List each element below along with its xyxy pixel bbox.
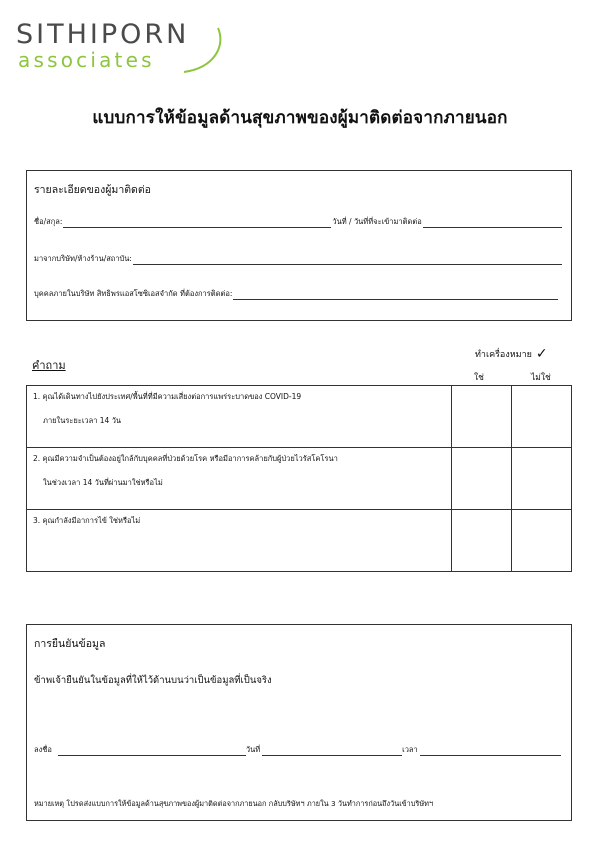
contact-person-row: [34, 288, 559, 300]
question-3-yes-cell[interactable]: [451, 510, 511, 572]
no-column-header: ไม่ใช่: [531, 373, 551, 383]
sign-date-field[interactable]: [262, 746, 402, 756]
page-title: แบบการให้ข้อมูลด้านสุขภาพของผู้มาติดต่อจากภายนอก: [92, 108, 508, 128]
sign-date-label: วันที่: [245, 745, 261, 754]
confirmation-box: [26, 624, 572, 821]
yes-column-header: ใช่: [474, 373, 484, 383]
question-text: [27, 386, 452, 448]
question-row: [27, 386, 572, 448]
question-2-yes-cell[interactable]: [451, 448, 511, 510]
company-label: มาจากบริษัท/ห้างร้าน/สถาบัน:: [34, 254, 132, 263]
question-2-line1: 2. คุณมีความจำเป็นต้องอยู่ใกล้กับบุคคลที่ป่วยด้วยโรค หรือมีอาการคล้ายกับผู้ป่วยไวรัสโคโรนา: [33, 454, 338, 463]
question-text: [27, 510, 452, 572]
sign-time-label: เวลา: [402, 745, 418, 754]
question-1-line1: 1. คุณได้เดินทางไปยังประเทศ/พื้นที่ที่มีความเสี่ยงต่อการแพร่ระบาดของ COVID-19: [33, 392, 302, 401]
name-label: ชื่อ/สกุล:: [34, 217, 63, 226]
name-field[interactable]: [63, 218, 331, 228]
question-2-line2: ในช่วงเวลา 14 วันที่ผ่านมาใช่หรือไม่: [43, 478, 163, 487]
logo-swoosh-icon: [166, 24, 226, 76]
question-2-no-cell[interactable]: [511, 448, 571, 510]
company-field[interactable]: [133, 255, 562, 265]
contact-person-field[interactable]: [233, 290, 558, 300]
sign-time-field[interactable]: [420, 746, 561, 756]
mark-instruction: [475, 346, 548, 362]
logo-text-associates: associates: [18, 48, 155, 72]
mark-label: ทำเครื่องหมาย: [475, 350, 532, 360]
check-mark-icon: ✓: [535, 346, 548, 362]
confirmation-heading: การยืนยันข้อมูล: [34, 638, 106, 650]
contact-details-heading: รายละเอียดของผู้มาติดต่อ: [34, 184, 151, 196]
question-3-line1: 3. คุณกำลังมีอาการไข้ ใช่หรือไม่: [33, 516, 141, 525]
questions-table: [26, 385, 572, 572]
signature-field[interactable]: [58, 746, 246, 756]
contact-person-label: บุคคลภายในบริษัท สิทธิพรแอสโซซิเอสจำกัด ที่ต้องการติดต่อ:: [34, 289, 233, 298]
company-row: [34, 253, 563, 265]
contact-details-box: [26, 170, 572, 321]
footnote: หมายเหตุ โปรดส่งแบบการให้ข้อมูลด้านสุขภาพของผู้มาติดต่อจากภายนอก กลับบริษัทฯ ภายใน 3 วันทำการก่อนถึงวันเข้าบริษัทฯ: [34, 799, 434, 808]
visit-date-field[interactable]: [423, 218, 562, 228]
visit-date-label: วันที่ / วันที่ที่จะเข้ามาติดต่อ: [332, 217, 422, 226]
sign-label: ลงชื่อ: [34, 745, 52, 754]
question-text: [27, 448, 452, 510]
question-1-yes-cell[interactable]: [451, 386, 511, 448]
company-logo: [16, 20, 216, 76]
signature-row: [34, 744, 561, 756]
questions-heading: คำถาม: [32, 359, 66, 372]
question-1-no-cell[interactable]: [511, 386, 571, 448]
question-3-no-cell[interactable]: [511, 510, 571, 572]
confirmation-statement: ข้าพเจ้ายืนยันในข้อมูลที่ให้ไว้ด้านบนว่าเป็นข้อมูลที่เป็นจริง: [34, 675, 272, 686]
name-date-row: [34, 216, 563, 228]
logo-text-sithiporn: SITHIPORN: [16, 19, 190, 50]
question-row: [27, 510, 572, 572]
question-1-line2: ภายในระยะเวลา 14 วัน: [43, 416, 122, 425]
question-row: [27, 448, 572, 510]
